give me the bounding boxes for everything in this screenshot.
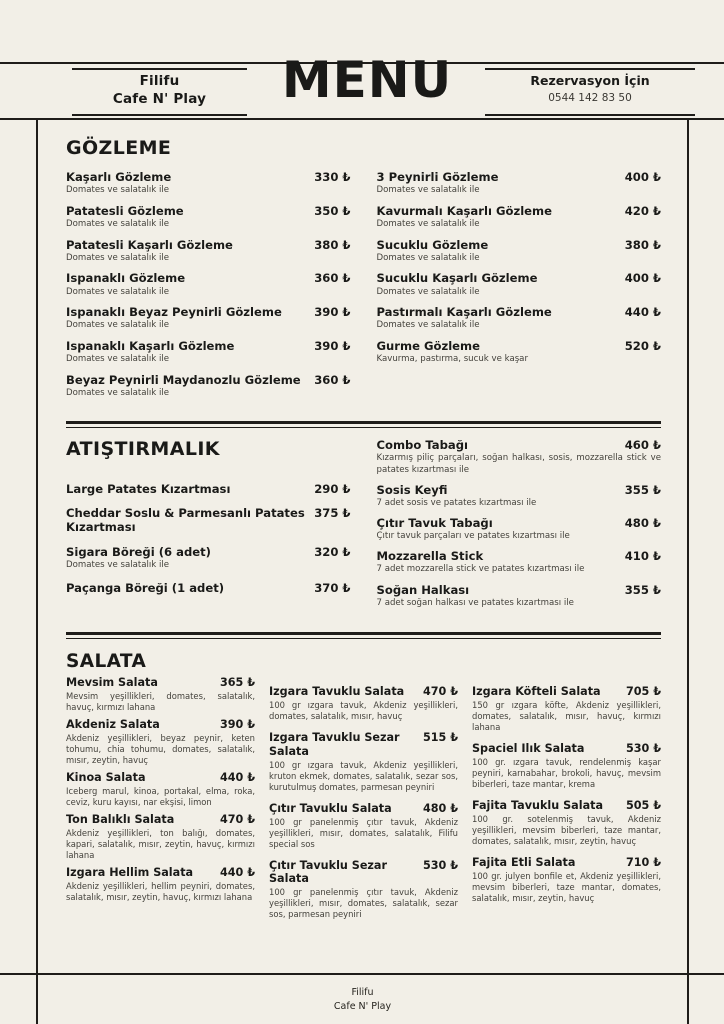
menu-item-price: 710 ₺ [625,856,661,870]
menu-item [269,685,458,722]
footer-brand-tagline: Cafe N' Play [333,1000,392,1012]
menu-item [66,771,255,808]
menu-item-name: Akdeniz Salata [66,718,160,732]
menu-item-name: Large Patates Kızartması [66,482,231,497]
menu-item-description: 100 gr panelenmiş çıtır tavuk, Akdeniz yeşillikleri, mısır, domates, salatalık, Filifu special sos [269,816,458,849]
menu-item-description: Domates ve salatalık ile [376,218,480,229]
menu-item-head [66,771,255,785]
menu-item-description: Domates ve salatalık ile [66,218,170,229]
menu-item-description: 7 adet soğan halkası ve patates kızartması ile [376,597,574,608]
menu-item-name: 3 Peynirli Gözleme [376,170,499,184]
menu-item [472,856,661,904]
menu-item-description: 100 gr ızgara tavuk, Akdeniz yeşillikleri, domates, salatalık, mısır, havuç [269,700,458,722]
menu-item-name: Patatesli Kaşarlı Gözleme [66,237,233,252]
menu-item-description: Kavurma, pastırma, sucuk ve kaşar [376,354,528,365]
atistirmalik-left-column [66,438,351,616]
brand-tagline: Cafe N' Play [112,91,207,108]
menu-item [66,506,351,534]
menu-item [269,802,458,850]
menu-item-name: Ispanaklı Kaşarlı Gözleme [66,339,235,354]
menu-item-name: Spaciel Ilık Salata [472,742,585,756]
menu-item-head [472,799,661,813]
menu-item-head [377,516,662,530]
menu-item-name: Paçanga Böreği (1 adet) [66,580,225,595]
section-title-atistirmalik: ATIŞTIRMALIK [66,438,220,461]
menu-item-name: Sosis Keyfi [376,482,448,497]
salata-column-2 [269,676,458,929]
brand-name: Filifu [139,73,180,89]
menu-item-price: 440 ₺ [219,865,255,879]
menu-item-description: 150 gr ızgara köfte, Akdeniz yeşillikleri, domates, salatalık, mısır, havuç, kırmızı lahana [472,700,661,733]
menu-item [377,583,662,609]
menu-item-head [269,731,458,758]
menu-item-price: 410 ₺ [624,549,661,564]
menu-body [38,120,687,973]
menu-item [377,549,662,575]
menu-item [377,170,662,196]
menu-item-price: 440 ₺ [219,771,255,785]
menu-item-price: 480 ₺ [624,515,661,530]
menu-item-price: 460 ₺ [624,438,661,453]
menu-item-head [377,438,662,452]
menu-item-head [472,742,661,756]
menu-item-head [66,339,351,353]
section-atistirmalik [38,428,687,616]
menu-item-price: 370 ₺ [314,580,351,595]
menu-item [66,238,351,264]
menu-item-head [472,685,661,699]
reservation-label: Rezervasyon İçin [530,73,650,88]
menu-item-price: 365 ₺ [219,676,255,690]
menu-item-price: 355 ₺ [624,582,661,597]
menu-item-description: 100 gr. sotelenmiş tavuk, Akdeniz yeşillikleri, mevsim biberleri, taze mantar, domates, salatalık, mısır, zeytin, havuç [472,813,661,847]
menu-item-name: Ton Balıklı Salata [66,813,175,827]
menu-item-description: Domates ve salatalık ile [66,354,170,365]
menu-item-price: 355 ₺ [624,482,661,497]
menu-item [269,859,458,921]
atistirmalik-right-column [377,438,662,616]
menu-item-description: Domates ve salatalık ile [376,320,480,331]
menu-item-head [269,685,458,699]
menu-item-head [66,676,255,690]
menu-item [472,799,661,847]
menu-item-head [377,238,662,252]
menu-item-head [66,204,351,218]
menu-item-head [66,170,351,184]
menu-item-name: Mozzarella Stick [376,549,484,564]
divider-thick-line [66,421,661,424]
divider-gozleme-atistirmalik [66,419,661,429]
menu-item [66,581,351,595]
menu-item-name: Çıtır Tavuklu Salata [269,801,392,815]
menu-header [0,51,724,118]
menu-item [66,339,351,365]
menu-item-description: 100 gr panelenmiş çıtır tavuk, Akdeniz yeşillikleri, mısır, domates, salatalık, sezar sos, parmesan peyniri [269,887,458,920]
menu-item-name: Kaşarlı Gözleme [66,170,172,184]
divider-thick-line [66,632,661,635]
menu-item-price: 380 ₺ [314,237,351,252]
menu-item [66,482,351,496]
menu-item-price: 400 ₺ [624,170,661,184]
menu-item-price: 360 ₺ [314,372,351,387]
gozleme-columns [66,170,661,407]
menu-item [66,373,351,399]
menu-item-name: Çıtır Tavuklu Sezar Salata [269,858,387,886]
menu-item-price: 400 ₺ [624,271,661,286]
menu-item-description: 7 adet sosis ve patates kızartması ile [376,497,537,508]
menu-item-price: 440 ₺ [624,305,661,320]
menu-item [66,545,351,571]
menu-item-price: 705 ₺ [625,685,661,699]
section-gozleme [38,120,687,407]
menu-item-description: Domates ve salatalık ile [376,185,480,196]
menu-item-head [66,506,351,534]
menu-item-head [269,859,458,886]
menu-item-head [66,305,351,319]
menu-item-name: Sigara Böreği (6 adet) [66,544,211,559]
menu-item [377,238,662,264]
menu-item-price: 290 ₺ [314,482,351,497]
menu-item-price: 390 ₺ [219,718,255,732]
menu-item-head [377,305,662,319]
menu-item-name: Izgara Tavuklu Sezar Salata [269,731,400,758]
brand-block [72,72,247,108]
menu-item [66,813,255,861]
salata-columns [66,674,661,929]
menu-item-description: Domates ve salatalık ile [376,252,480,263]
menu-item-price: 320 ₺ [314,544,351,559]
menu-item-description: Çıtır tavuk parçaları ve patates kızartması ile [376,531,570,542]
menu-item-description: Domates ve salatalık ile [66,286,170,297]
menu-item-head [377,583,662,597]
menu-item-name: Kinoa Salata [66,771,146,785]
gozleme-right-column [377,170,662,407]
menu-item [377,339,662,365]
menu-item-head [377,271,662,285]
menu-item-description: 7 adet mozzarella stick ve patates kızartması ile [376,564,585,575]
menu-item-price: 380 ₺ [624,237,661,252]
salata-column-3 [472,676,661,929]
menu-item [66,305,351,331]
menu-item-name: Patatesli Gözleme [66,203,184,218]
menu-item-description: Domates ve salatalık ile [66,388,170,399]
menu-item-price: 470 ₺ [219,813,255,827]
menu-item-description: 100 gr. ızgara tavuk, rendelenmiş kaşar peyniri, karnabahar, brokoli, havuç, mevsim biberleri, taze mantar, krema [472,757,661,790]
right-border-rule [687,118,689,1024]
menu-item [66,204,351,230]
footer-brand-name: Filifu [351,986,374,998]
menu-footer [38,975,687,1024]
menu-item-name: Izgara Hellim Salata [66,865,194,879]
menu-item [472,685,661,733]
menu-item-name: Fajita Etli Salata [472,856,576,870]
menu-item-price: 390 ₺ [314,305,351,320]
menu-item [66,271,351,297]
menu-item-price: 530 ₺ [625,742,661,756]
menu-item-price: 350 ₺ [314,203,351,218]
menu-item-price: 515 ₺ [422,731,458,745]
menu-item-description: Mevsim yeşillikleri, domates, salatalık, havuç, kırmızı lahana [66,691,255,713]
menu-item-price: 530 ₺ [422,858,458,872]
menu-item-name: Cheddar Soslu & Parmesanlı Patates Kızartması [66,506,305,535]
menu-item-description: Akdeniz yeşillikleri, beyaz peynir, keten tohumu, chia tohumu, domates, salatalık, mısır, zeytin, havuç [66,732,255,766]
menu-item [377,483,662,509]
menu-item-description: Domates ve salatalık ile [66,320,170,331]
menu-item-head [472,856,661,870]
menu-item [66,866,255,903]
divider-atistirmalik-salata [66,630,661,640]
menu-item-name: Sucuklu Gözleme [376,237,489,252]
menu-item-name: Pastırmalı Kaşarlı Gözleme [376,305,552,320]
menu-item-name: Mevsim Salata [66,676,158,690]
menu-item [377,438,662,475]
menu-item-name: Combo Tabağı [376,438,468,453]
menu-item-head [269,802,458,816]
menu-item-head [66,238,351,252]
menu-item-name: Gurme Gözleme [376,339,480,354]
menu-item [377,271,662,297]
menu-item-price: 470 ₺ [422,685,458,699]
menu-item-head [66,373,351,387]
menu-item [66,718,255,766]
menu-item-description: Kızarmış piliç parçaları, soğan halkası, sosis, mozzarella stick ve patates kızartması ile [376,453,661,475]
section-title-salata: SALATA [66,651,147,673]
page-title: MENU [281,51,453,109]
menu-item-head [66,718,255,732]
menu-item-name: Izgara Tavuklu Salata [269,685,405,699]
menu-item-head [66,482,351,496]
menu-item-price: 520 ₺ [624,339,661,354]
reservation-phone[interactable]: 0544 142 83 50 [548,92,632,105]
menu-item-name: Beyaz Peynirli Maydanozlu Gözleme [66,372,301,387]
menu-item-name: Sucuklu Kaşarlı Gözleme [376,271,538,286]
menu-item-name: Ispanaklı Beyaz Peynirli Gözleme [66,305,282,320]
menu-item-name: Soğan Halkası [376,582,470,597]
section-salata [38,639,687,929]
menu-item-head [377,483,662,497]
menu-item [377,305,662,331]
menu-item-name: Kavurmalı Kaşarlı Gözleme [376,203,552,218]
menu-item-description: 100 gr ızgara tavuk, Akdeniz yeşillikleri, kruton ekmek, domates, salatalık, sezar sos, kurutulmuş domates, parmesan peyniri [269,759,458,792]
atistirmalik-left-items [66,482,351,595]
menu-item-head [377,204,662,218]
menu-item-head [377,549,662,563]
menu-item-price: 505 ₺ [625,799,661,813]
menu-item-head [66,545,351,559]
menu-item-name: Izgara Köfteli Salata [472,685,601,699]
menu-item [66,676,255,713]
salata-column-1 [66,676,255,929]
menu-item-head [66,271,351,285]
menu-item-description: Domates ve salatalık ile [66,559,170,570]
menu-item-description: Domates ve salatalık ile [66,252,170,263]
menu-item-name: Çıtır Tavuk Tabağı [376,515,493,530]
menu-item-head [377,170,662,184]
menu-item-price: 480 ₺ [422,801,458,815]
menu-item-head [66,581,351,595]
menu-item-description: Domates ve salatalık ile [376,286,480,297]
menu-item [377,204,662,230]
reservation-block [485,72,695,106]
menu-item [66,170,351,196]
menu-item-description: 100 gr. julyen bonfile et, Akdeniz yeşillikleri, mevsim biberleri, taze mantar, domates, salatalık, mısır, zeytin, havuç [472,870,661,904]
menu-item [472,742,661,790]
menu-item-price: 330 ₺ [314,170,351,184]
atistirmalik-columns [66,438,661,616]
menu-item-name: Ispanaklı Gözleme [66,271,186,286]
menu-item-price: 420 ₺ [624,203,661,218]
menu-item [377,516,662,542]
menu-item-description: Iceberg marul, kinoa, portakal, elma, roka, ceviz, kuru kayısı, nar ekşisi, limon [66,785,255,807]
menu-item-name: Fajita Tavuklu Salata [472,799,604,813]
menu-item-description: Akdeniz yeşillikleri, hellim peyniri, domates, salatalık, mısır, zeytin, havuç, kırmızı lahana [66,880,255,902]
menu-item-description: Akdeniz yeşillikleri, ton balığı, domates, kapari, salatalık, mısır, zeytin, havuç, kırmızı lahana [66,827,255,860]
menu-item [269,731,458,793]
section-title-gozleme: GÖZLEME [66,137,172,159]
menu-item-price: 390 ₺ [314,339,351,354]
menu-item-price: 375 ₺ [314,506,351,521]
gozleme-left-column [66,170,351,407]
menu-item-price: 360 ₺ [314,271,351,286]
menu-item-description: Domates ve salatalık ile [66,185,170,196]
menu-item-head [66,813,255,827]
menu-item-head [377,339,662,353]
menu-item-head [66,866,255,880]
